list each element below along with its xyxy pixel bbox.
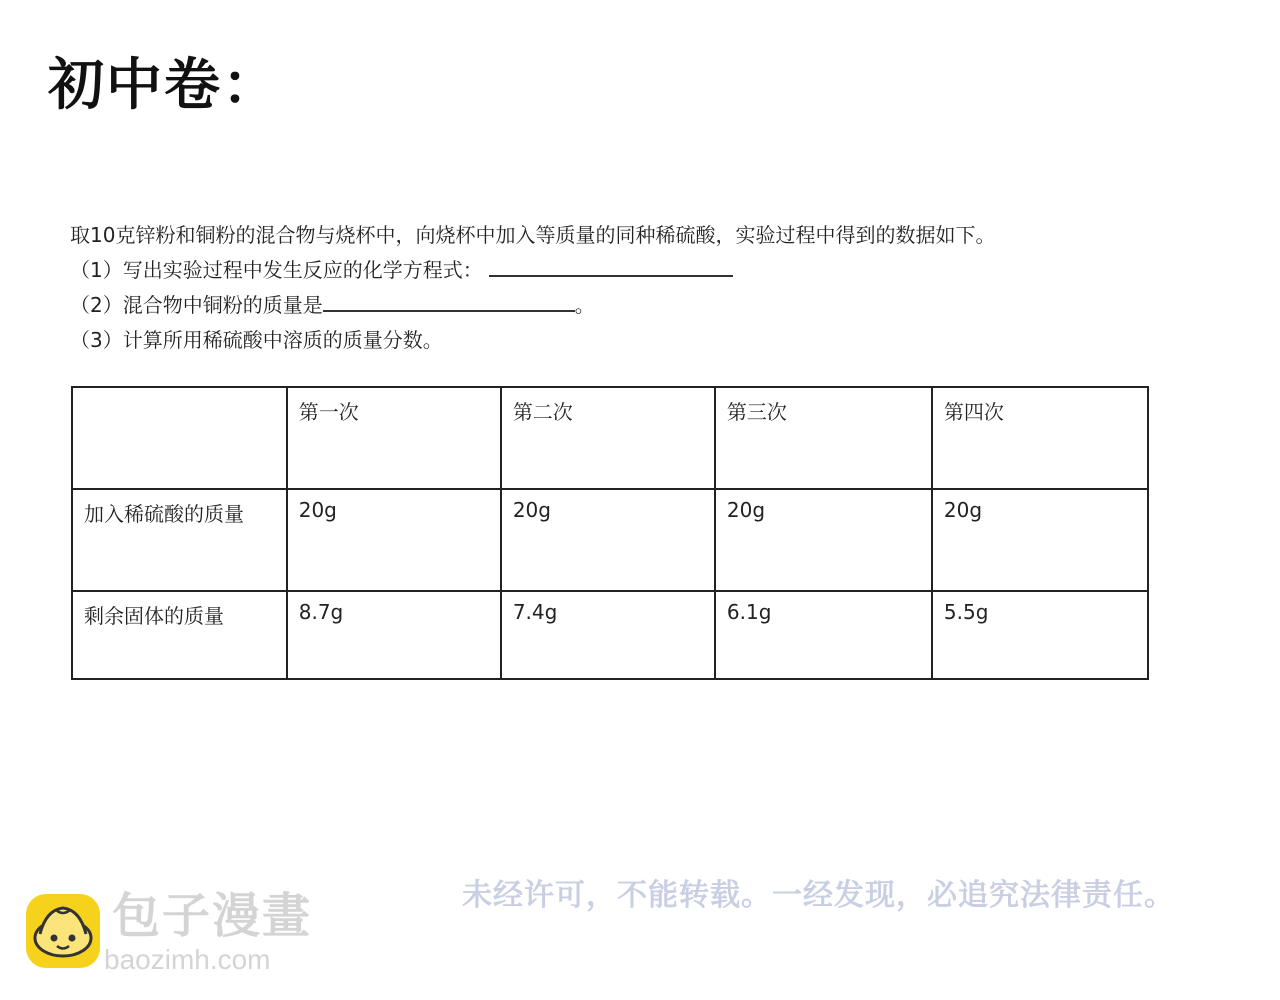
question-3: （3）计算所用稀硫酸中溶质的质量分数。	[70, 328, 443, 352]
table-cell: 20g	[932, 489, 1148, 591]
answer-blank-1	[489, 257, 733, 277]
question-1	[70, 253, 995, 288]
experiment-data-table	[71, 386, 1149, 680]
question-1-text: （1）写出实验过程中发生反应的化学方程式：	[70, 258, 483, 282]
row-label-cell: 加入稀硫酸的质量	[72, 489, 287, 591]
table-cell: 20g	[287, 489, 501, 591]
table-header-cell: 第二次	[501, 387, 715, 489]
question-intro: 取10克锌粉和铜粉的混合物与烧杯中，向烧杯中加入等质量的同种稀硫酸，实验过程中得到的数据如下。	[70, 223, 996, 247]
table-cell: 5.5g	[932, 591, 1148, 679]
question-2-text: （2）混合物中铜粉的质量是	[70, 293, 323, 317]
table-cell: 6.1g	[715, 591, 932, 679]
question-2-end: 。	[574, 293, 595, 317]
table-header-cell	[72, 387, 287, 489]
table-row	[72, 591, 1148, 679]
table-header-row	[72, 387, 1148, 489]
table-header-cell: 第四次	[932, 387, 1148, 489]
bun-mascot-icon	[26, 894, 100, 968]
answer-blank-2	[323, 292, 575, 312]
table-cell: 8.7g	[287, 591, 501, 679]
table-cell: 20g	[501, 489, 715, 591]
table-row	[72, 489, 1148, 591]
page-title: 初中卷：	[48, 53, 280, 118]
table-cell: 20g	[715, 489, 932, 591]
row-label-cell: 剩余固体的质量	[72, 591, 287, 679]
table-cell: 7.4g	[501, 591, 715, 679]
table-header-cell: 第三次	[715, 387, 932, 489]
copyright-notice: 未经许可，不能转载。一经发现，必追究法律责任。	[462, 878, 1175, 913]
brand-name: 包子漫畫	[112, 888, 313, 944]
question-2	[70, 288, 995, 323]
table-header-cell: 第一次	[287, 387, 501, 489]
brand-url: baozimh.com	[104, 944, 271, 975]
question-block	[70, 218, 995, 358]
